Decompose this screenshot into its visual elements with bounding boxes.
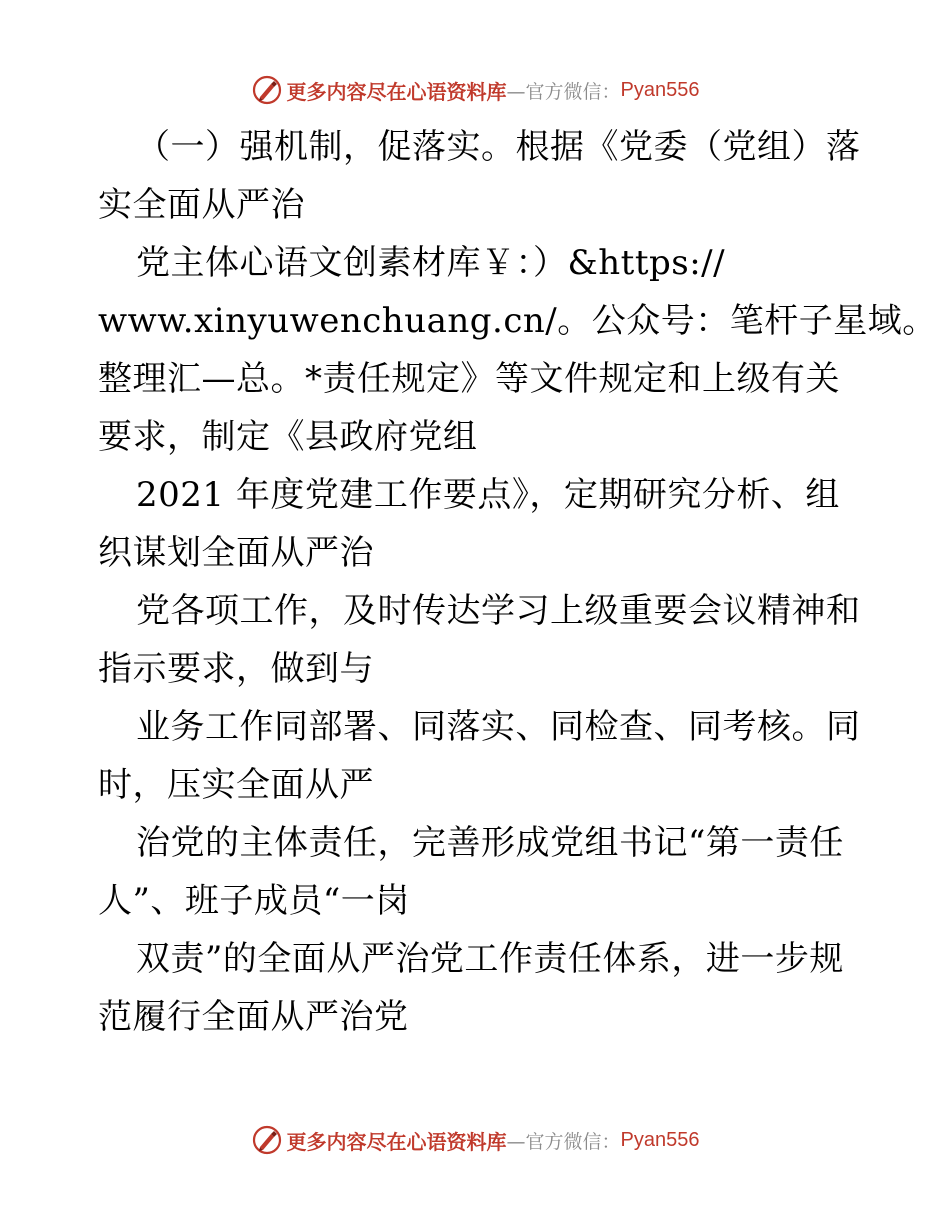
- text-line: 双责”的全面从严治党工作责任体系，进一步规: [136, 939, 844, 979]
- text-line: 范履行全面从严治党: [98, 997, 409, 1037]
- text-line: （一）强机制，促落实。根据《党委（党组）落: [136, 127, 861, 167]
- pen-logo-icon: [251, 74, 283, 106]
- watermark-wechat-id: Pyan556: [620, 1128, 700, 1151]
- text-line: 织谋划全面从严治: [98, 533, 374, 573]
- text-line: 整理汇—总。*责任规定》等文件规定和上级有关: [98, 359, 840, 399]
- text-line: 实全面从严治: [98, 185, 305, 225]
- text-line: 党各项工作，及时传达学习上级重要会议精神和: [136, 591, 861, 631]
- watermark-wechat-id: Pyan556: [620, 78, 700, 101]
- text-line: 治党的主体责任，完善形成党组书记“第一责任: [136, 823, 844, 863]
- watermark-text: 更多内容尽在心语资料库: [286, 79, 507, 104]
- pen-logo-icon: [251, 1124, 283, 1156]
- footer-watermark: [0, 1120, 950, 1160]
- text-line: www.xinyuwenchuang.cn/。公众号：笔杆子星域。: [98, 301, 937, 341]
- text-line: 时，压实全面从严: [98, 765, 374, 805]
- watermark-separator: —官方微信：: [506, 1130, 621, 1153]
- header-watermark: [0, 70, 950, 110]
- watermark-text: 更多内容尽在心语资料库: [286, 1129, 507, 1154]
- text-line: 人”、班子成员“一岗: [98, 881, 410, 921]
- text-line: 要求，制定《县政府党组: [98, 417, 478, 457]
- text-line: 党主体心语文创素材库￥：）&https://: [136, 243, 726, 283]
- watermark-separator: —官方微信：: [506, 80, 621, 103]
- text-line: 指示要求，做到与: [98, 649, 374, 689]
- document-body: [98, 118, 937, 1046]
- text-line: 业务工作同部署、同落实、同检查、同考核。同: [136, 707, 861, 747]
- text-line: 2021 年度党建工作要点》，定期研究分析、组: [136, 475, 840, 515]
